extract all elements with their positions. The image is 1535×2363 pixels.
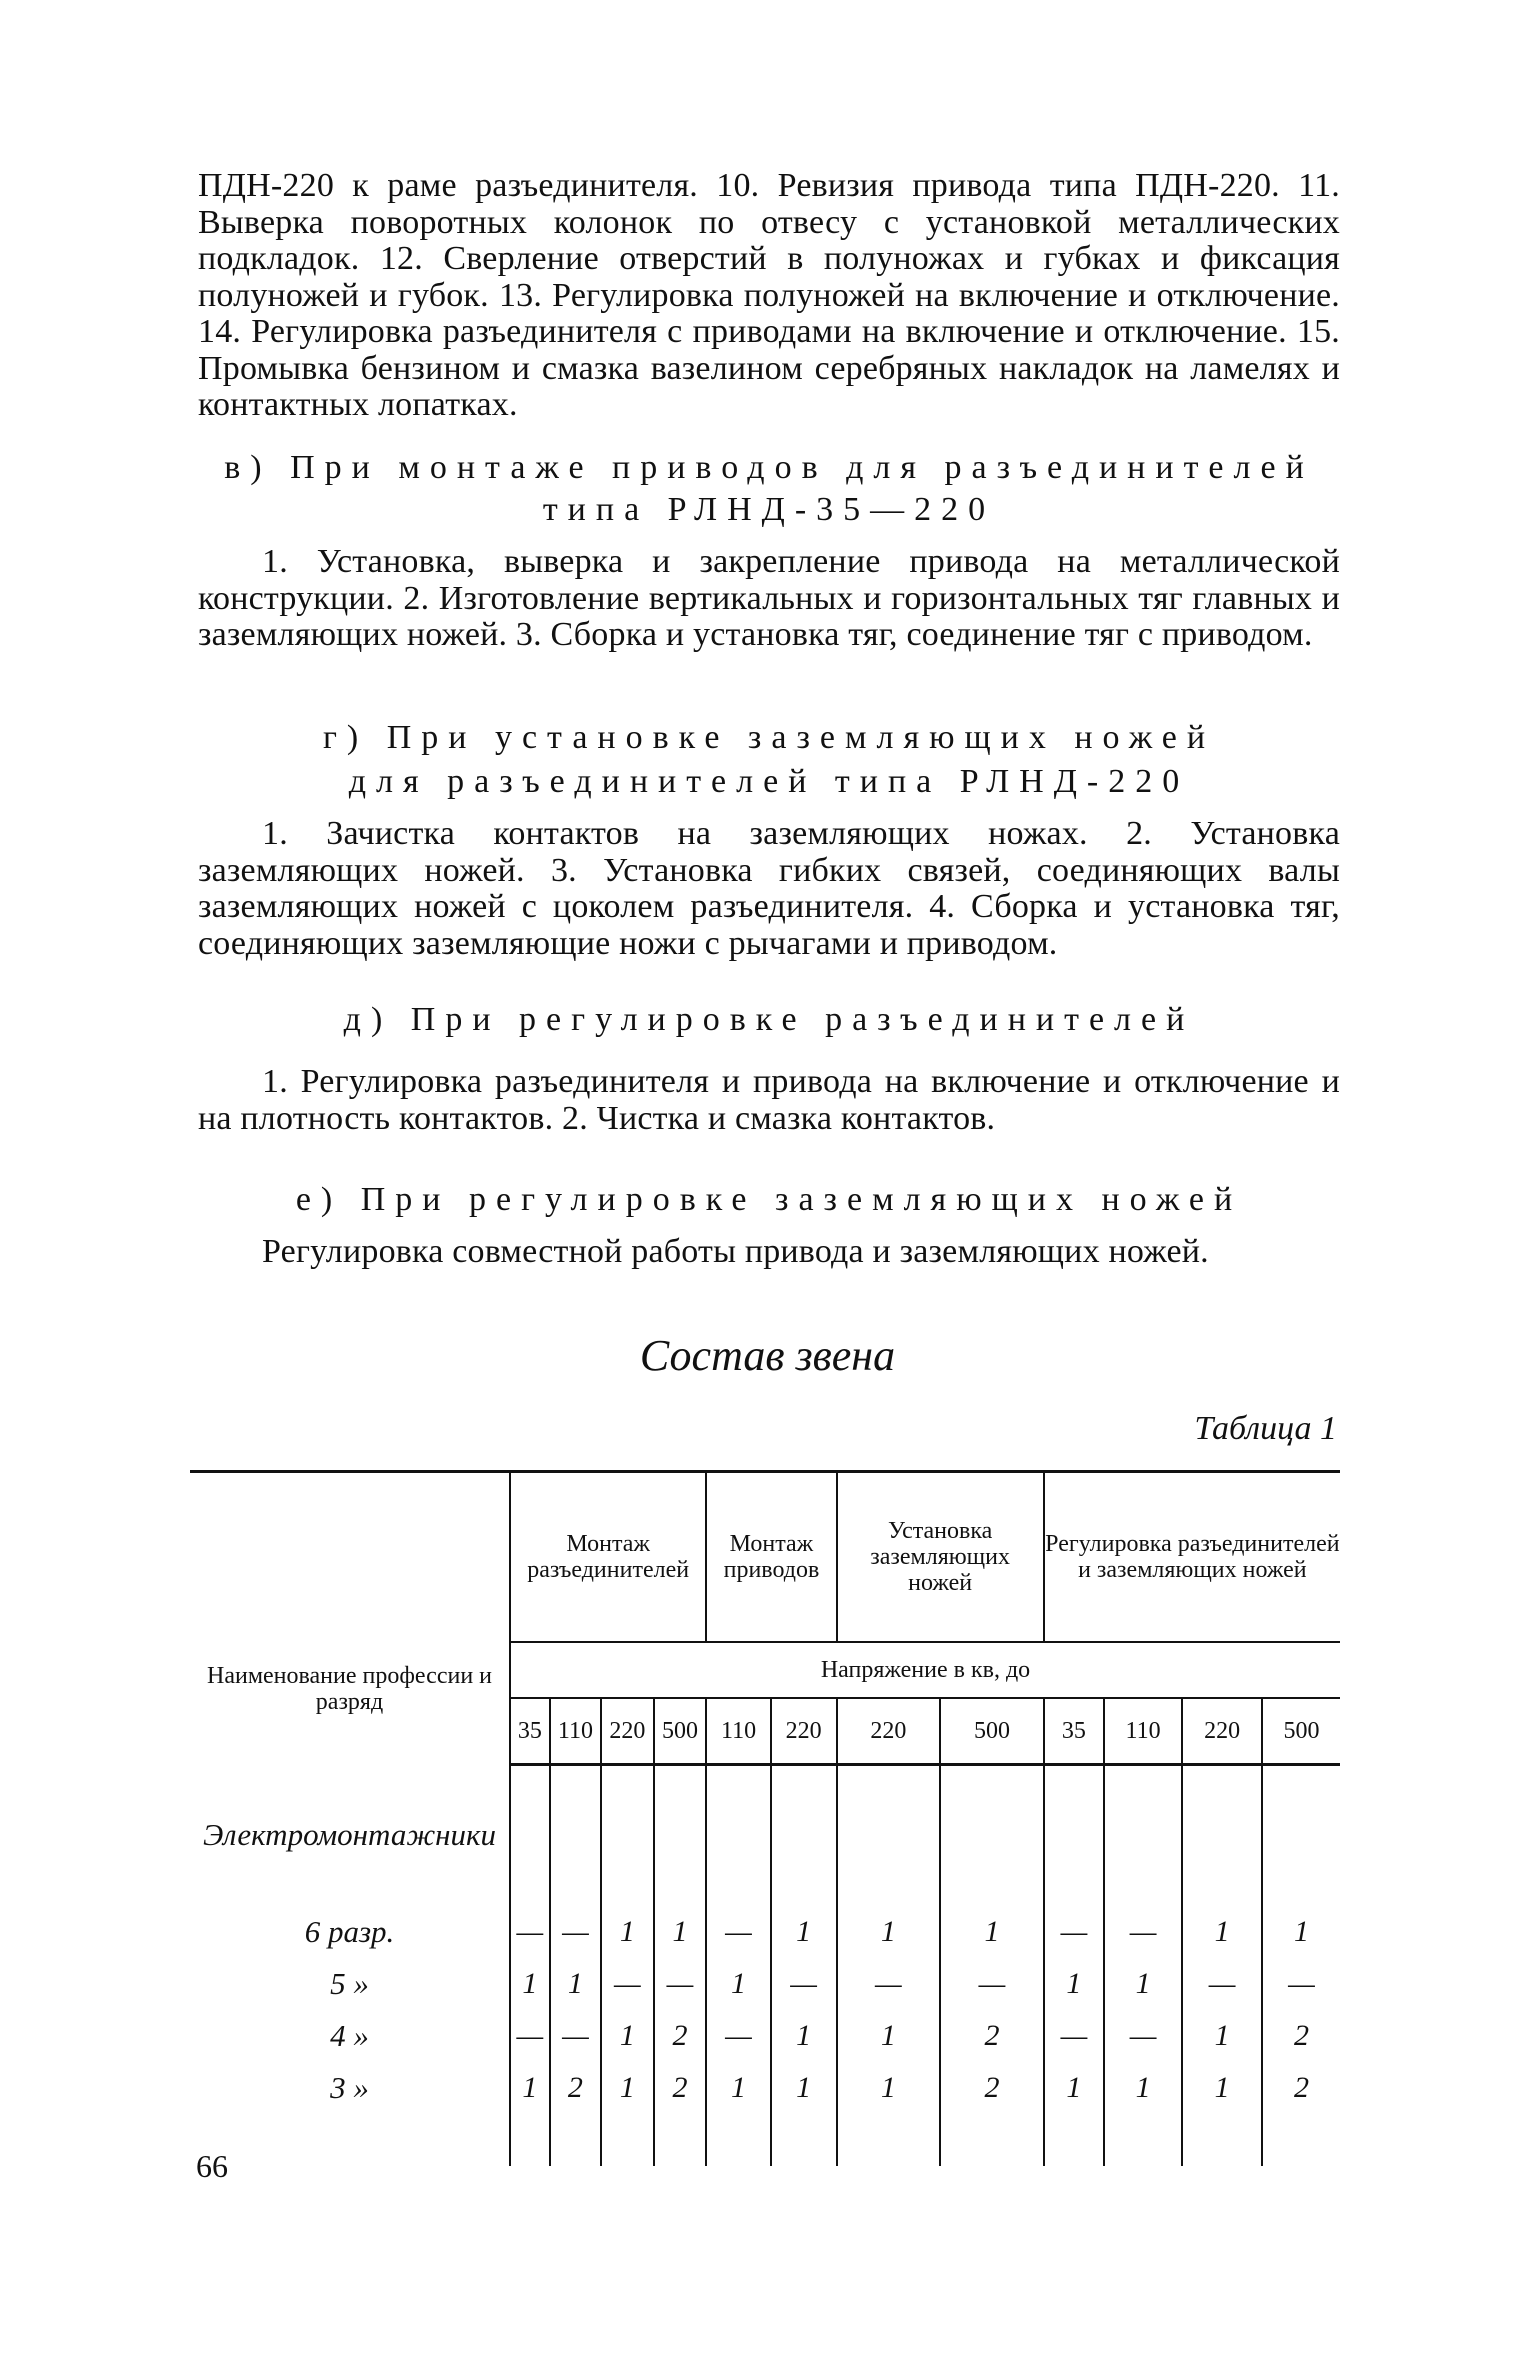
paragraph-drive-install: 1. Установка, выверка и закрепление привода на металлической конструкции. 2. Изготовление вертикальных и горизонтальных тяг главных и заземляющих ножей. 3. Сборка и установка тяг, соединение тяг с приводом.: [198, 543, 1340, 653]
cell: —: [510, 1906, 550, 1958]
profession-header: Наименование профессии и разряд: [190, 1472, 510, 1765]
profession-group: Электромонтажники: [202, 1817, 497, 1853]
heading-v-line1: в) При монтаже приводов для разъединителей: [224, 449, 1314, 486]
cell: 2: [654, 2010, 707, 2062]
cell: 2: [940, 2062, 1044, 2114]
group-header-install-grounding: Установка заземляющих ножей: [837, 1472, 1044, 1643]
cell: —: [1104, 1906, 1182, 1958]
cell: 2: [1262, 2010, 1340, 2062]
voltage-col: 220: [771, 1698, 837, 1765]
cell: 1: [771, 2010, 837, 2062]
cell: —: [940, 1958, 1044, 2010]
grade-label: 5 »: [330, 1966, 369, 2001]
cell: 1: [940, 1906, 1044, 1958]
paragraph-adjust-disconnectors: 1. Регулировка разъединителя и привода на включение и отключение и на плотность контактов. 2. Чистка и смазка контактов.: [198, 1063, 1340, 1137]
table-row: [190, 2062, 1340, 2114]
voltage-col: 220: [1182, 1698, 1262, 1765]
voltage-col: 110: [550, 1698, 601, 1765]
cell: —: [550, 1906, 601, 1958]
voltage-col: 500: [1262, 1698, 1340, 1765]
cell: 2: [940, 2010, 1044, 2062]
crew-table: [190, 1470, 1340, 2166]
cell: 1: [837, 2062, 941, 2114]
cell: 1: [1262, 1906, 1340, 1958]
cell: —: [706, 2010, 770, 2062]
cell: 1: [601, 2010, 654, 2062]
cell: —: [771, 1958, 837, 2010]
cell: —: [510, 2010, 550, 2062]
cell: —: [706, 1906, 770, 1958]
heading-g-line2: для разъединителей типа РЛНД-220: [348, 763, 1190, 800]
table-row: [190, 1958, 1340, 2010]
voltage-col: 110: [706, 1698, 770, 1765]
heading-g-line1: г) При установке заземляющих ножей: [322, 719, 1216, 756]
cell: 2: [654, 2062, 707, 2114]
cell: 1: [1182, 2062, 1262, 2114]
cell: —: [1044, 2010, 1104, 2062]
heading-e: е) При регулировке заземляющих ножей: [295, 1181, 1243, 1218]
heading-v-line2: типа РЛНД-35—220: [542, 491, 996, 528]
cell: 2: [1262, 2062, 1340, 2114]
grade-label: 6 разр.: [304, 1914, 395, 1949]
voltage-col: 220: [601, 1698, 654, 1765]
table-label: Таблица 1: [1194, 1410, 1337, 1447]
grade-label: 3 »: [330, 2070, 369, 2105]
cell: —: [1182, 1958, 1262, 2010]
cell: 1: [510, 1958, 550, 2010]
cell: 1: [654, 1906, 707, 1958]
cell: 1: [837, 2010, 941, 2062]
voltage-col: 500: [940, 1698, 1044, 1765]
page-number: 66: [196, 2148, 228, 2184]
table-row: [190, 1906, 1340, 1958]
cell: 1: [1182, 2010, 1262, 2062]
section-title: Состав звена: [639, 1331, 896, 1380]
cell: —: [654, 1958, 707, 2010]
cell: —: [1262, 1958, 1340, 2010]
cell: 1: [771, 2062, 837, 2114]
table-row: [190, 2010, 1340, 2062]
cell: 1: [706, 1958, 770, 2010]
cell: —: [1044, 1906, 1104, 1958]
cell: 1: [601, 1906, 654, 1958]
cell: —: [837, 1958, 941, 2010]
cell: —: [550, 2010, 601, 2062]
cell: 1: [601, 2062, 654, 2114]
voltage-header: Напряжение в кв, до: [510, 1642, 1340, 1698]
cell: 1: [550, 1958, 601, 2010]
paragraph-continuation: ПДН-220 к раме разъединителя. 10. Ревизия привода типа ПДН-220. 11. Выверка поворотных колонок по отвесу с установкой металлических подкладок. 12. Сверление отверстий в полуножах и губках и фиксация полуножей и губок. 13. Регулировка полуножей на включение и отключение. 14. Регулировка разъединителя с приводами на включение и отключение. 15. Промывка бензином и смазка вазелином серебряных накладок на ламелях и контактных лопатках.: [198, 167, 1340, 423]
cell: —: [1104, 2010, 1182, 2062]
cell: 1: [771, 1906, 837, 1958]
cell: 1: [1044, 2062, 1104, 2114]
voltage-col: 35: [1044, 1698, 1104, 1765]
heading-d: д) При регулировке разъединителей: [343, 1001, 1195, 1038]
group-header-mount-disconnectors: Монтаж разъединителей: [510, 1472, 706, 1643]
cell: —: [601, 1958, 654, 2010]
group-header-adjustment: Регулировка разъединителей и заземляющих ножей: [1044, 1472, 1340, 1643]
cell: 1: [1182, 1906, 1262, 1958]
cell: 2: [550, 2062, 601, 2114]
cell: 1: [1104, 1958, 1182, 2010]
paragraph-adjust-grounding: Регулировка совместной работы привода и заземляющих ножей.: [262, 1233, 1209, 1270]
cell: 1: [1044, 1958, 1104, 2010]
paragraph-grounding-install: 1. Зачистка контактов на заземляющих ножах. 2. Установка заземляющих ножей. 3. Установка гибких связей, соединяющих валы заземляющих ножей с цоколем разъединителя. 4. Сборка и установка тяг, соединяющих заземляющие ножи с рычагами и приводом.: [198, 815, 1340, 962]
voltage-col: 35: [510, 1698, 550, 1765]
grade-label: 4 »: [330, 2018, 369, 2053]
group-header-mount-drives: Монтаж приводов: [706, 1472, 836, 1643]
cell: 1: [510, 2062, 550, 2114]
cell: 1: [1104, 2062, 1182, 2114]
voltage-col: 500: [654, 1698, 707, 1765]
voltage-col: 110: [1104, 1698, 1182, 1765]
cell: 1: [837, 1906, 941, 1958]
voltage-col: 220: [837, 1698, 941, 1765]
cell: 1: [706, 2062, 770, 2114]
